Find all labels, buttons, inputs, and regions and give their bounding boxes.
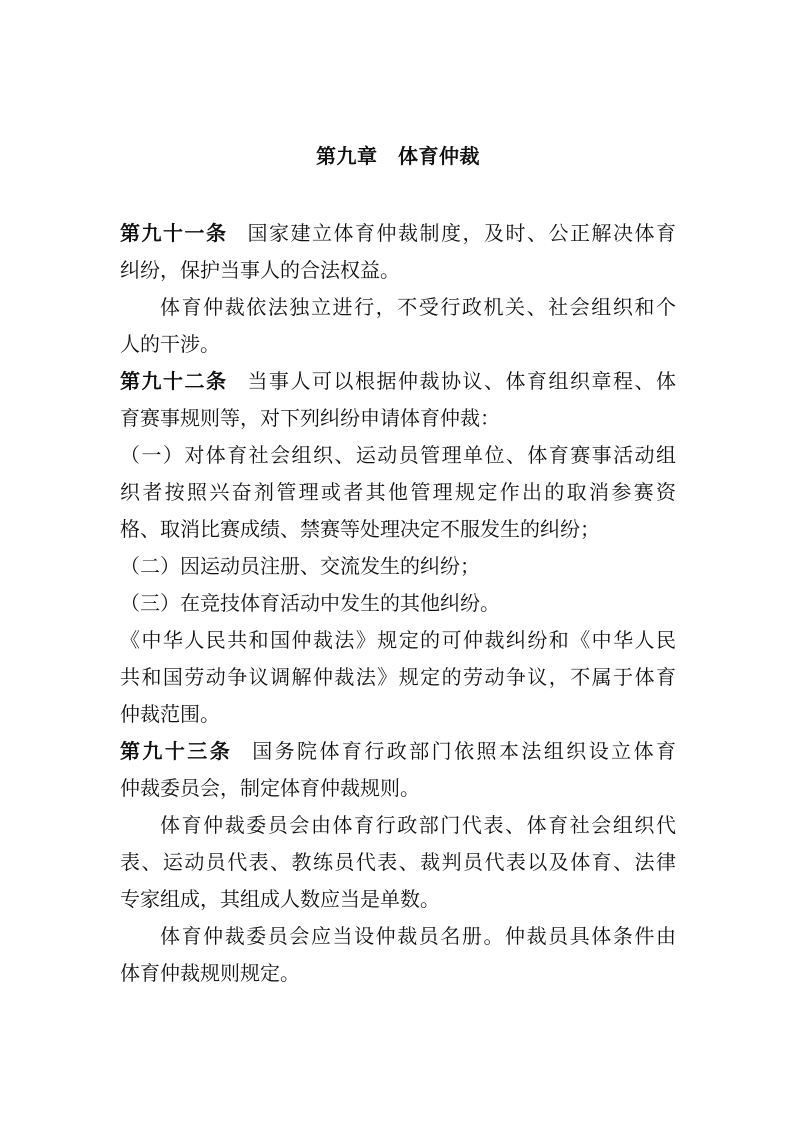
article-number: 第九十三条	[120, 739, 233, 763]
text-line: 织者按照兴奋剂管理或者其他管理规定作出的取消参赛资	[120, 480, 676, 504]
text-line: 专家组成，其组成人数应当是单数。	[120, 887, 440, 911]
text-line: 人的干涉。	[120, 332, 220, 356]
text-line: 体育仲裁委员会应当设仲裁员名册。仲裁员具体条件由	[160, 924, 676, 948]
text-line: 体育仲裁规则规定。	[120, 961, 300, 985]
text-line: 育赛事规则等，对下列纠纷申请体育仲裁：	[120, 406, 500, 430]
text-line: 体育仲裁委员会由体育行政部门代表、体育社会组织代	[160, 813, 676, 837]
text-line: 《中华人民共和国仲裁法》规定的可仲裁纠纷和《中华人民	[120, 628, 676, 652]
text-line: 仲裁委员会，制定体育仲裁规则。	[120, 776, 420, 800]
text-line: 表、运动员代表、教练员代表、裁判员代表以及体育、法律	[120, 850, 676, 874]
text-line	[120, 733, 676, 770]
article-text: 国务院体育行政部门依照本法组织设立体育	[252, 739, 677, 763]
text-line: 共和国劳动争议调解仲裁法》规定的劳动争议，不属于体育	[120, 665, 676, 689]
article-number: 第九十二条	[120, 369, 228, 393]
article-text: 当事人可以根据仲裁协议、体育组织章程、体	[247, 369, 676, 393]
text-line: 体育仲裁依法独立进行，不受行政机关、社会组织和个	[160, 295, 676, 319]
article-number: 第九十一条	[120, 221, 228, 245]
text-line	[120, 363, 676, 400]
text-line: 格、取消比赛成绩、禁赛等处理决定不服发生的纠纷；	[120, 517, 600, 541]
chapter-title: 第九章 体育仲裁	[316, 144, 480, 168]
document-body	[120, 215, 676, 992]
text-line	[120, 215, 676, 252]
text-line: （二）因运动员注册、交流发生的纠纷；	[120, 554, 480, 578]
text-line: （一）对体育社会组织、运动员管理单位、体育赛事活动组	[120, 443, 676, 467]
text-line: （三）在竞技体育活动中发生的其他纠纷。	[120, 591, 500, 615]
article-text: 国家建立体育仲裁制度，及时、公正解决体育	[247, 221, 676, 245]
text-line: 纠纷，保护当事人的合法权益。	[120, 258, 400, 282]
text-line: 仲裁范围。	[120, 702, 220, 726]
